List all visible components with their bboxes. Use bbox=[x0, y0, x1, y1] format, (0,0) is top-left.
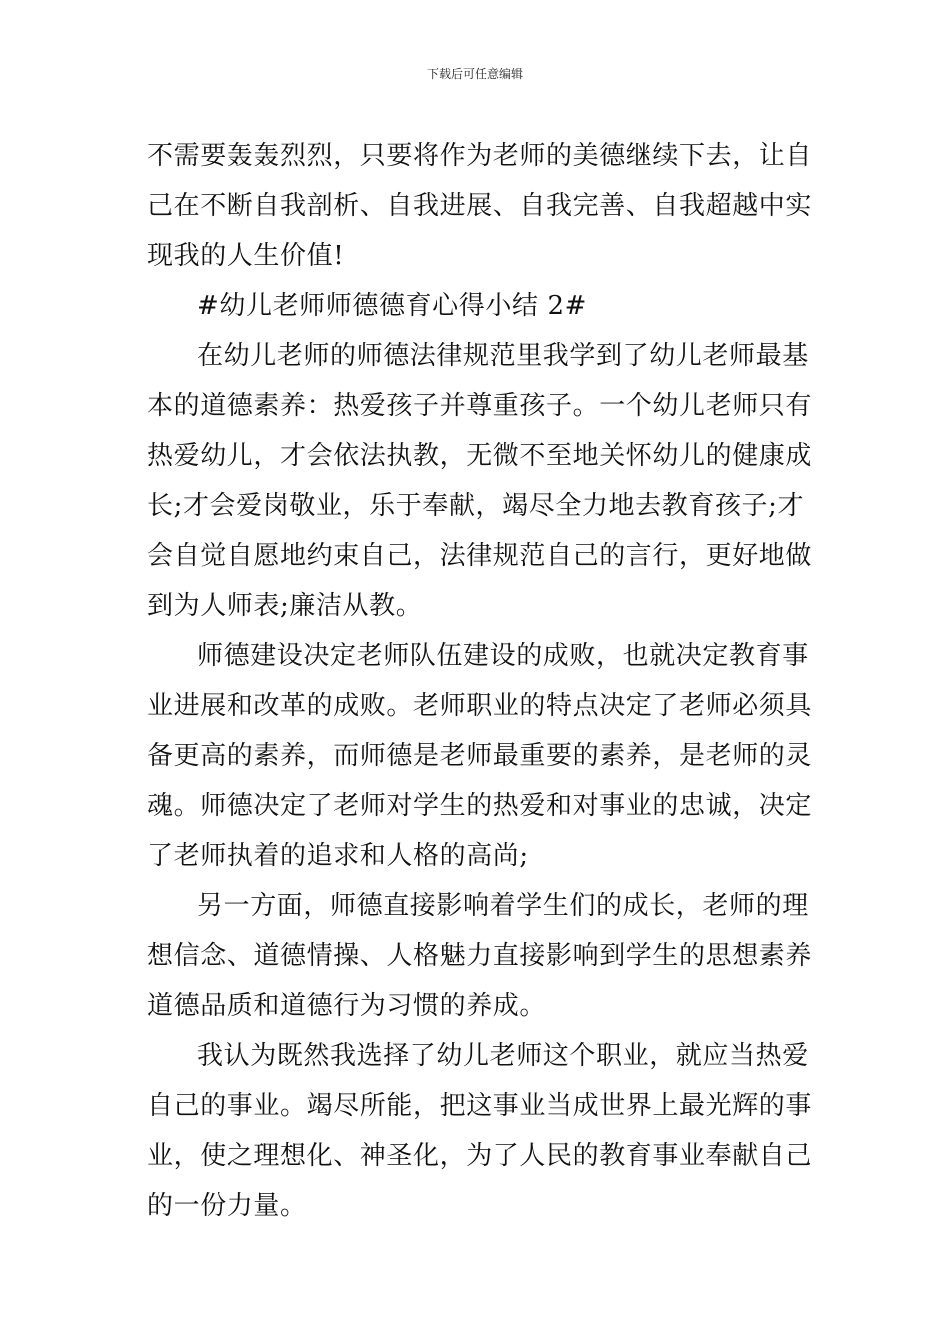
section-heading: #幼儿老师师德德育心得小结 2# bbox=[197, 291, 587, 321]
text-line: 我认为既然我选择了幼儿老师这个职业，就应当热爱 bbox=[197, 1041, 809, 1071]
text-line: 到为人师表;廉洁从教。 bbox=[147, 591, 423, 621]
text-line: 了老师执着的追求和人格的高尚; bbox=[147, 841, 529, 871]
text-line: 想信念、道德情操、人格魅力直接影响到学生的思想素养 bbox=[147, 941, 813, 971]
text-line: 自己的事业。竭尽所能，把这事业当成世界上最光辉的事 bbox=[147, 1091, 813, 1121]
text-line: 师德建设决定老师队伍建设的成败，也就决定教育事 bbox=[197, 641, 809, 671]
text-line: 的一份力量。 bbox=[147, 1191, 307, 1221]
text-line: 在幼儿老师的师德法律规范里我学到了幼儿老师最基 bbox=[197, 341, 809, 371]
text-line: 长;才会爱岗敬业，乐于奉献，竭尽全力地去教育孩子;才 bbox=[147, 491, 805, 521]
text-line: 另一方面，师德直接影响着学生们的成长，老师的理 bbox=[197, 891, 809, 921]
text-line: 备更高的素养，而师德是老师最重要的素养，是老师的灵 bbox=[147, 741, 813, 771]
text-line: 道德品质和道德行为习惯的养成。 bbox=[147, 991, 547, 1021]
document-body bbox=[147, 131, 813, 1231]
text-line: 业进展和改革的成败。老师职业的特点决定了老师必须具 bbox=[147, 691, 813, 721]
page-header-note: 下载后可任意编辑 bbox=[426, 67, 523, 81]
text-line: 己在不断自我剖析、自我进展、自我完善、自我超越中实 bbox=[147, 191, 813, 221]
text-line: 本的道德素养：热爱孩子并尊重孩子。一个幼儿老师只有 bbox=[147, 391, 813, 421]
text-line: 热爱幼儿，才会依法执教，无微不至地关怀幼儿的健康成 bbox=[147, 441, 813, 471]
text-line: 会自觉自愿地约束自己，法律规范自己的言行，更好地做 bbox=[147, 541, 813, 571]
text-line: 现我的人生价值! bbox=[147, 241, 345, 271]
text-line: 业，使之理想化、神圣化，为了人民的教育事业奉献自己 bbox=[147, 1141, 813, 1171]
text-line: 不需要轰轰烈烈，只要将作为老师的美德继续下去，让自 bbox=[147, 141, 813, 171]
text-line: 魂。师德决定了老师对学生的热爱和对事业的忠诚，决定 bbox=[147, 791, 813, 821]
